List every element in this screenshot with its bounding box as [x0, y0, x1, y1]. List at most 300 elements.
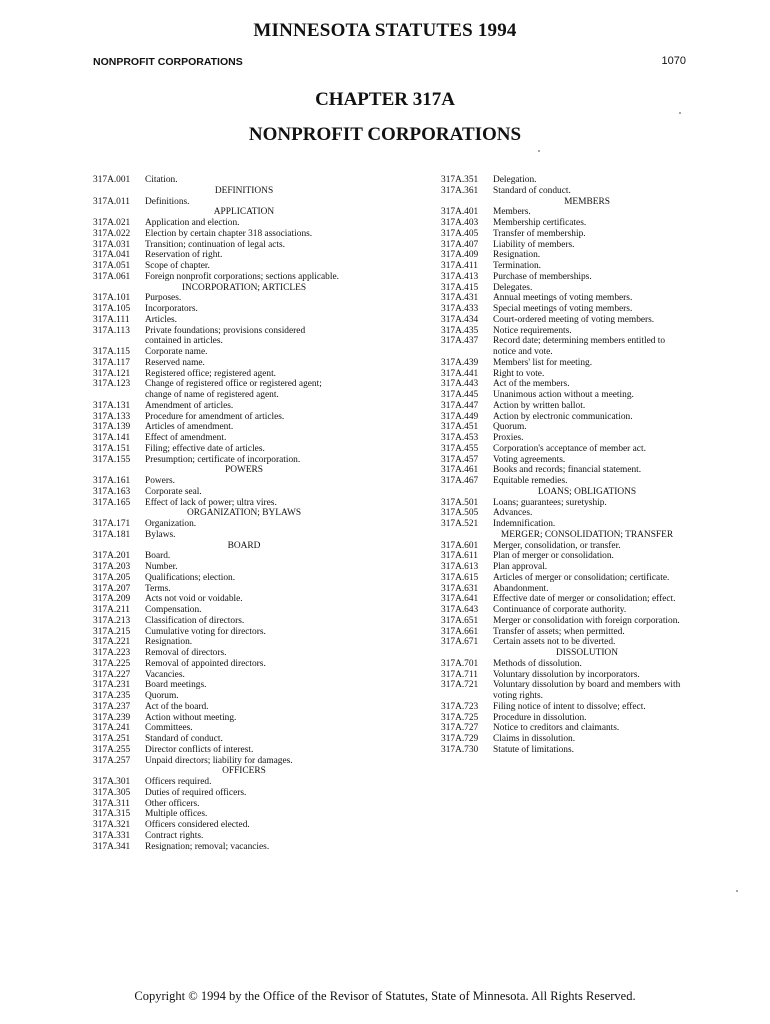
section-number: 317A.701: [441, 658, 479, 669]
section-heading: APPLICATION: [213, 207, 275, 218]
contents-entry: [93, 605, 343, 616]
section-number: 317A.351: [441, 175, 479, 185]
section-title: Standard of conduct.: [493, 185, 571, 196]
section-heading: DISSOLUTION: [556, 648, 618, 658]
section-number: 317A.041: [93, 250, 131, 261]
contents-entry: [441, 207, 681, 218]
contents-entry: [93, 401, 343, 412]
section-number: 317A.022: [93, 228, 131, 239]
section-title: Record date; determining members entitled to notice and vote.: [493, 336, 666, 357]
contents-entry: [441, 745, 681, 756]
section-number: 317A.727: [441, 723, 479, 734]
contents-entry: [441, 637, 681, 648]
section-number: 317A.723: [441, 701, 479, 712]
section-title: Certain assets not to be diverted.: [493, 637, 616, 648]
contents-entry: [441, 218, 681, 229]
contents-entry: [441, 358, 681, 369]
section-title: Annual meetings of voting members.: [493, 293, 633, 304]
contents-entry: [441, 326, 681, 337]
section-title: Voluntary dissolution by board and members with voting rights.: [493, 680, 681, 701]
contents-entry: [441, 680, 681, 702]
section-number: 317A.155: [93, 454, 131, 465]
section-title: Officers required.: [145, 777, 212, 787]
section-number: 317A.403: [441, 218, 479, 228]
contents-entry: [441, 573, 681, 584]
contents-entry: [441, 702, 681, 713]
contents-entry: [441, 659, 681, 670]
section-title: Election by certain chapter 318 associations.: [145, 228, 313, 239]
section-number: 317A.225: [93, 658, 131, 669]
section-title: Articles.: [145, 314, 178, 325]
section-title: Application and election.: [145, 218, 240, 228]
section-number: 317A.115: [93, 347, 130, 357]
contents-entry: [441, 336, 681, 358]
section-number: 317A.641: [441, 594, 479, 605]
section-number: 317A.407: [441, 239, 479, 250]
contents-entry: [93, 627, 343, 638]
section-title: Transition; continuation of legal acts.: [145, 239, 285, 250]
section-title: Contract rights.: [145, 830, 204, 841]
contents-entry: [93, 637, 343, 648]
section-number: 317A.631: [441, 583, 479, 594]
section-number: 317A.211: [93, 605, 130, 615]
contents-entry: [93, 670, 343, 681]
section-title: Cumulative voting for directors.: [145, 626, 266, 637]
section-title: Plan of merger or consolidation.: [493, 551, 614, 562]
section-number: 317A.163: [93, 486, 131, 497]
section-number: 317A.241: [93, 723, 131, 734]
contents-entry: [93, 809, 343, 820]
section-title: Officers considered elected.: [145, 820, 250, 830]
section-title: Members.: [493, 207, 531, 218]
section-title: Action by electronic communication.: [493, 411, 633, 422]
section-title: Number.: [145, 562, 178, 572]
section-number: 317A.203: [93, 562, 131, 572]
section-title: Other officers.: [145, 798, 200, 809]
section-number: 317A.437: [441, 336, 479, 347]
section-number: 317A.441: [441, 368, 479, 379]
contents-entry: [93, 498, 343, 509]
section-title: Membership certificates.: [493, 218, 587, 228]
contents-entry: [93, 820, 343, 831]
section-number: 317A.615: [441, 572, 479, 583]
contents-entry: [441, 175, 681, 186]
contents-entry: [93, 304, 343, 315]
section-title: Articles of merger or consolidation; certificate.: [493, 572, 670, 583]
section-number: 317A.255: [93, 744, 131, 755]
contents-entry: [93, 745, 343, 756]
contents-entry: [93, 756, 343, 767]
section-number: 317A.453: [441, 433, 479, 443]
contents-entry: [93, 573, 343, 584]
section-number: 317A.031: [93, 239, 131, 250]
section-heading: BOARD: [227, 540, 261, 551]
section-number: 317A.221: [93, 637, 131, 648]
contents-entry: [93, 713, 343, 724]
section-number: 317A.235: [93, 691, 131, 701]
section-number: 317A.239: [93, 712, 131, 723]
section-title: Claims in dissolution.: [493, 734, 576, 744]
scan-speck: [538, 150, 540, 152]
section-title: Definitions.: [145, 196, 190, 207]
contents-left-column: [93, 175, 343, 852]
contents-entry: [93, 422, 343, 433]
contents-entry: [441, 627, 681, 638]
section-number: 317A.201: [93, 551, 131, 562]
contents-entry: [441, 261, 681, 272]
section-title: Resignation.: [145, 637, 193, 648]
section-number: 317A.661: [441, 626, 479, 637]
section-heading: ORGANIZATION; BYLAWS: [186, 508, 302, 519]
running-head: NONPROFIT CORPORATIONS: [93, 56, 243, 68]
section-heading: OFFICERS: [222, 766, 266, 777]
contents-entry: [93, 562, 343, 573]
section-number: 317A.415: [441, 282, 479, 293]
section-title: Classification of directors.: [145, 615, 245, 626]
contents-entry: [441, 734, 681, 745]
section-title: Board.: [145, 551, 171, 562]
contents-entry: [441, 670, 681, 681]
section-number: 317A.061: [93, 271, 131, 282]
section-number: 317A.405: [441, 228, 479, 239]
contents-entry: [441, 723, 681, 734]
section-title: Effect of amendment.: [145, 433, 227, 443]
section-title: Articles of amendment.: [145, 422, 234, 433]
section-number: 317A.711: [441, 669, 478, 680]
contents-right-column: [441, 175, 681, 756]
contents-entry: [441, 240, 681, 251]
section-title: Director conflicts of interest.: [145, 744, 254, 755]
contents-entry: [93, 734, 343, 745]
chapter-title: NONPROFIT CORPORATIONS: [248, 124, 522, 145]
section-heading: INCORPORATION; ARTICLES: [181, 282, 307, 293]
contents-entry: [441, 508, 681, 519]
section-number: 317A.455: [441, 443, 479, 454]
copyright-notice: Copyright © 1994 by the Office of the Revisor of Statutes, State of Minnesota. All Rights Reserved.: [134, 989, 636, 1003]
contents-entry: [93, 487, 343, 498]
contents-entry: [93, 723, 343, 734]
section-title: Qualifications; election.: [145, 572, 236, 583]
page-number: 1070: [661, 55, 686, 67]
section-title: Registered office; registered agent.: [145, 368, 277, 379]
section-number: 317A.643: [441, 605, 479, 615]
contents-entry: [93, 326, 343, 348]
section-title: Board meetings.: [145, 680, 207, 691]
section-number: 317A.521: [441, 519, 479, 529]
section-title: Removal of directors.: [145, 648, 227, 658]
section-number: 317A.449: [441, 411, 479, 422]
section-title: Reservation of right.: [145, 250, 223, 261]
contents-entry: [441, 369, 681, 380]
section-number: 317A.409: [441, 250, 479, 261]
section-number: 317A.161: [93, 476, 131, 486]
section-number: 317A.341: [93, 841, 131, 852]
section-title: Bylaws.: [145, 529, 176, 540]
contents-entry: [441, 476, 681, 487]
section-number: 317A.141: [93, 433, 131, 443]
section-title: Merger or consolidation with foreign corporation.: [493, 615, 680, 626]
section-number: 317A.171: [93, 519, 131, 529]
section-number: 317A.181: [93, 529, 131, 540]
section-title: Terms.: [145, 583, 171, 594]
contents-entry: [93, 293, 343, 304]
section-number: 317A.305: [93, 787, 131, 798]
section-number: 317A.601: [441, 540, 479, 551]
contents-entry: [93, 197, 343, 208]
section-number: 317A.730: [441, 744, 479, 755]
contents-entry: [441, 379, 681, 390]
section-title: Quorum.: [145, 691, 179, 701]
contents-entry: [93, 659, 343, 670]
section-title: Loans; guarantees; suretyship.: [493, 497, 607, 508]
section-title: Indemnification.: [493, 519, 556, 529]
contents-entry: [441, 562, 681, 573]
section-title: Right to vote.: [493, 368, 545, 379]
section-title: Methods of dissolution.: [493, 658, 582, 669]
contents-entry: [441, 713, 681, 724]
section-title: Act of the board.: [145, 701, 209, 712]
section-number: 317A.443: [441, 379, 479, 390]
section-heading: MERGER; CONSOLIDATION; TRANSFER: [500, 529, 674, 540]
section-title: Notice to creditors and claimants.: [493, 723, 620, 734]
section-number: 317A.721: [441, 680, 479, 691]
section-title: Action by written ballot.: [493, 400, 586, 411]
section-number: 317A.411: [441, 261, 478, 271]
contents-entry: [441, 444, 681, 455]
section-title: Effect of lack of power; ultra vires.: [145, 497, 277, 508]
section-number: 317A.613: [441, 562, 479, 572]
section-title: Books and records; financial statement.: [493, 465, 642, 476]
section-title: Transfer of membership.: [493, 228, 586, 239]
section-title: Standard of conduct.: [145, 734, 223, 744]
contents-entry: [93, 444, 343, 455]
section-title: Duties of required officers.: [145, 787, 247, 798]
contents-entry: [441, 283, 681, 294]
section-title: Compensation.: [145, 605, 202, 615]
section-title: Act of the members.: [493, 379, 570, 390]
section-number: 317A.105: [93, 304, 131, 314]
contents-entry: [93, 691, 343, 702]
contents-entry: [441, 551, 681, 562]
contents-entry: [93, 218, 343, 229]
contents-entry: [93, 455, 343, 466]
contents-entry: [441, 304, 681, 315]
contents-entry: [441, 315, 681, 326]
contents-entry: [441, 272, 681, 283]
section-number: 317A.021: [93, 218, 131, 228]
section-title: Advances.: [493, 508, 533, 519]
contents-entry: [93, 680, 343, 691]
contents-entry: [93, 831, 343, 842]
section-title: Voluntary dissolution by incorporators.: [493, 669, 640, 680]
section-title: Reserved name.: [145, 357, 205, 368]
contents-entry: [93, 412, 343, 423]
section-number: 317A.361: [441, 185, 479, 196]
section-number: 317A.431: [441, 293, 479, 304]
section-number: 317A.461: [441, 465, 479, 476]
section-number: 317A.251: [93, 734, 131, 744]
section-title: Purchase of memberships.: [493, 271, 592, 282]
section-number: 317A.101: [93, 293, 131, 304]
section-number: 317A.133: [93, 411, 131, 422]
section-title: Quorum.: [493, 422, 527, 433]
section-number: 317A.113: [93, 325, 130, 336]
document-title: MINNESOTA STATUTES 1994: [253, 20, 517, 41]
contents-entry: [441, 594, 681, 605]
section-title: Corporate seal.: [145, 486, 202, 497]
section-number: 317A.445: [441, 390, 479, 400]
section-title: Termination.: [493, 261, 542, 271]
section-title: Vacancies.: [145, 669, 185, 680]
section-title: Scope of chapter.: [145, 261, 210, 271]
section-heading: POWERS: [224, 465, 264, 476]
section-title: Unpaid directors; liability for damages.: [145, 755, 293, 766]
contents-entry: [441, 390, 681, 401]
scan-speck: [736, 890, 738, 892]
section-number: 317A.457: [441, 454, 479, 465]
contents-entry: [441, 605, 681, 616]
section-number: 317A.433: [441, 304, 479, 314]
section-number: 317A.215: [93, 626, 131, 637]
contents-entry: [93, 250, 343, 261]
section-number: 317A.051: [93, 261, 131, 271]
contents-entry: [441, 616, 681, 627]
chapter-label: CHAPTER 317A: [315, 89, 455, 110]
contents-entry: [441, 498, 681, 509]
contents-entry: [93, 433, 343, 444]
contents-entry: [93, 777, 343, 788]
section-number: 317A.434: [441, 314, 479, 325]
section-number: 317A.725: [441, 712, 479, 723]
contents-entry: [93, 648, 343, 659]
contents-entry: [93, 530, 343, 541]
section-title: Change of registered office or registered agent; change of name of registered agent.: [145, 379, 322, 400]
section-title: Presumption; certificate of incorporation.: [145, 454, 301, 465]
contents-entry: [441, 186, 681, 197]
section-number: 317A.231: [93, 680, 131, 691]
contents-entry: [93, 261, 343, 272]
section-number: 317A.123: [93, 379, 131, 390]
contents-entry: [441, 229, 681, 240]
section-number: 317A.729: [441, 734, 479, 744]
section-title: Court-ordered meeting of voting members.: [493, 314, 655, 325]
section-heading: MEMBERS: [564, 196, 610, 207]
section-title: Effective date of merger or consolidation; effect.: [493, 594, 676, 605]
contents-entry: [93, 358, 343, 369]
section-number: 317A.331: [93, 830, 131, 841]
section-title: Liability of members.: [493, 239, 575, 250]
section-title: Voting agreements.: [493, 454, 566, 465]
contents-entry: [93, 594, 343, 605]
section-title: Filing; effective date of articles.: [145, 443, 265, 454]
contents-entry: [441, 401, 681, 412]
section-number: 317A.439: [441, 357, 479, 368]
contents-entry: [93, 229, 343, 240]
contents-entry: [441, 455, 681, 466]
section-title: Powers.: [145, 476, 175, 486]
section-title: Organization.: [145, 519, 197, 529]
section-title: Committees.: [145, 723, 193, 734]
section-number: 317A.467: [441, 476, 479, 486]
section-title: Delegation.: [493, 175, 537, 185]
contents-entry: [441, 584, 681, 595]
section-number: 317A.213: [93, 615, 131, 626]
contents-entry: [93, 272, 343, 283]
contents-entry: [441, 250, 681, 261]
contents-entry: [93, 519, 343, 530]
section-heading: DEFINITIONS: [214, 185, 274, 196]
section-title: Incorporators.: [145, 304, 198, 314]
contents-entry: [441, 422, 681, 433]
section-number: 317A.151: [93, 443, 131, 454]
contents-entry: [93, 347, 343, 358]
section-number: 317A.413: [441, 271, 479, 282]
contents-entry: [93, 551, 343, 562]
section-title: Multiple offices.: [145, 809, 208, 820]
section-title: Corporation's acceptance of member act.: [493, 443, 646, 454]
section-title: Private foundations; provisions considered contained in articles.: [145, 325, 306, 347]
contents-entry: [93, 616, 343, 627]
section-title: Resignation.: [493, 250, 541, 261]
section-number: 317A.671: [441, 637, 479, 648]
section-number: 317A.311: [93, 798, 130, 809]
section-number: 317A.505: [441, 508, 479, 519]
section-number: 317A.131: [93, 400, 131, 411]
contents-entry: [441, 412, 681, 423]
section-number: 317A.451: [441, 422, 479, 433]
section-number: 317A.435: [441, 325, 479, 336]
section-title: Equitable remedies.: [493, 476, 568, 486]
contents-entry: [93, 799, 343, 810]
section-number: 317A.257: [93, 755, 131, 766]
contents-entry: [441, 293, 681, 304]
section-number: 317A.207: [93, 583, 131, 594]
section-number: 317A.315: [93, 809, 131, 820]
section-title: Unanimous action without a meeting.: [493, 390, 634, 400]
contents-entry: [93, 175, 343, 186]
section-heading: LOANS; OBLIGATIONS: [537, 486, 637, 497]
section-title: Abandonment.: [493, 583, 549, 594]
section-title: Procedure in dissolution.: [493, 712, 587, 723]
section-title: Resignation; removal; vacancies.: [145, 841, 270, 852]
section-title: Continuance of corporate authority.: [493, 605, 627, 615]
section-title: Delegates.: [493, 282, 533, 293]
contents-entry: [441, 433, 681, 444]
section-title: Members' list for meeting.: [493, 357, 593, 368]
section-title: Action without meeting.: [145, 712, 237, 723]
section-number: 317A.011: [93, 196, 130, 207]
section-title: Citation.: [145, 175, 178, 185]
section-number: 317A.139: [93, 422, 131, 433]
contents-entry: [441, 465, 681, 476]
section-number: 317A.121: [93, 368, 131, 379]
section-number: 317A.227: [93, 669, 131, 680]
section-number: 317A.401: [441, 207, 479, 218]
section-title: Amendment of articles.: [145, 400, 234, 411]
contents-entry: [93, 584, 343, 595]
section-number: 317A.111: [93, 314, 130, 325]
section-title: Statute of limitations.: [493, 744, 574, 755]
section-number: 317A.165: [93, 497, 131, 508]
section-number: 317A.209: [93, 594, 131, 605]
contents-entry: [441, 519, 681, 530]
section-title: Special meetings of voting members.: [493, 304, 633, 314]
section-number: 317A.117: [93, 357, 130, 368]
section-number: 317A.001: [93, 175, 131, 185]
section-title: Purposes.: [145, 293, 182, 304]
section-title: Procedure for amendment of articles.: [145, 411, 285, 422]
contents-entry: [93, 788, 343, 799]
